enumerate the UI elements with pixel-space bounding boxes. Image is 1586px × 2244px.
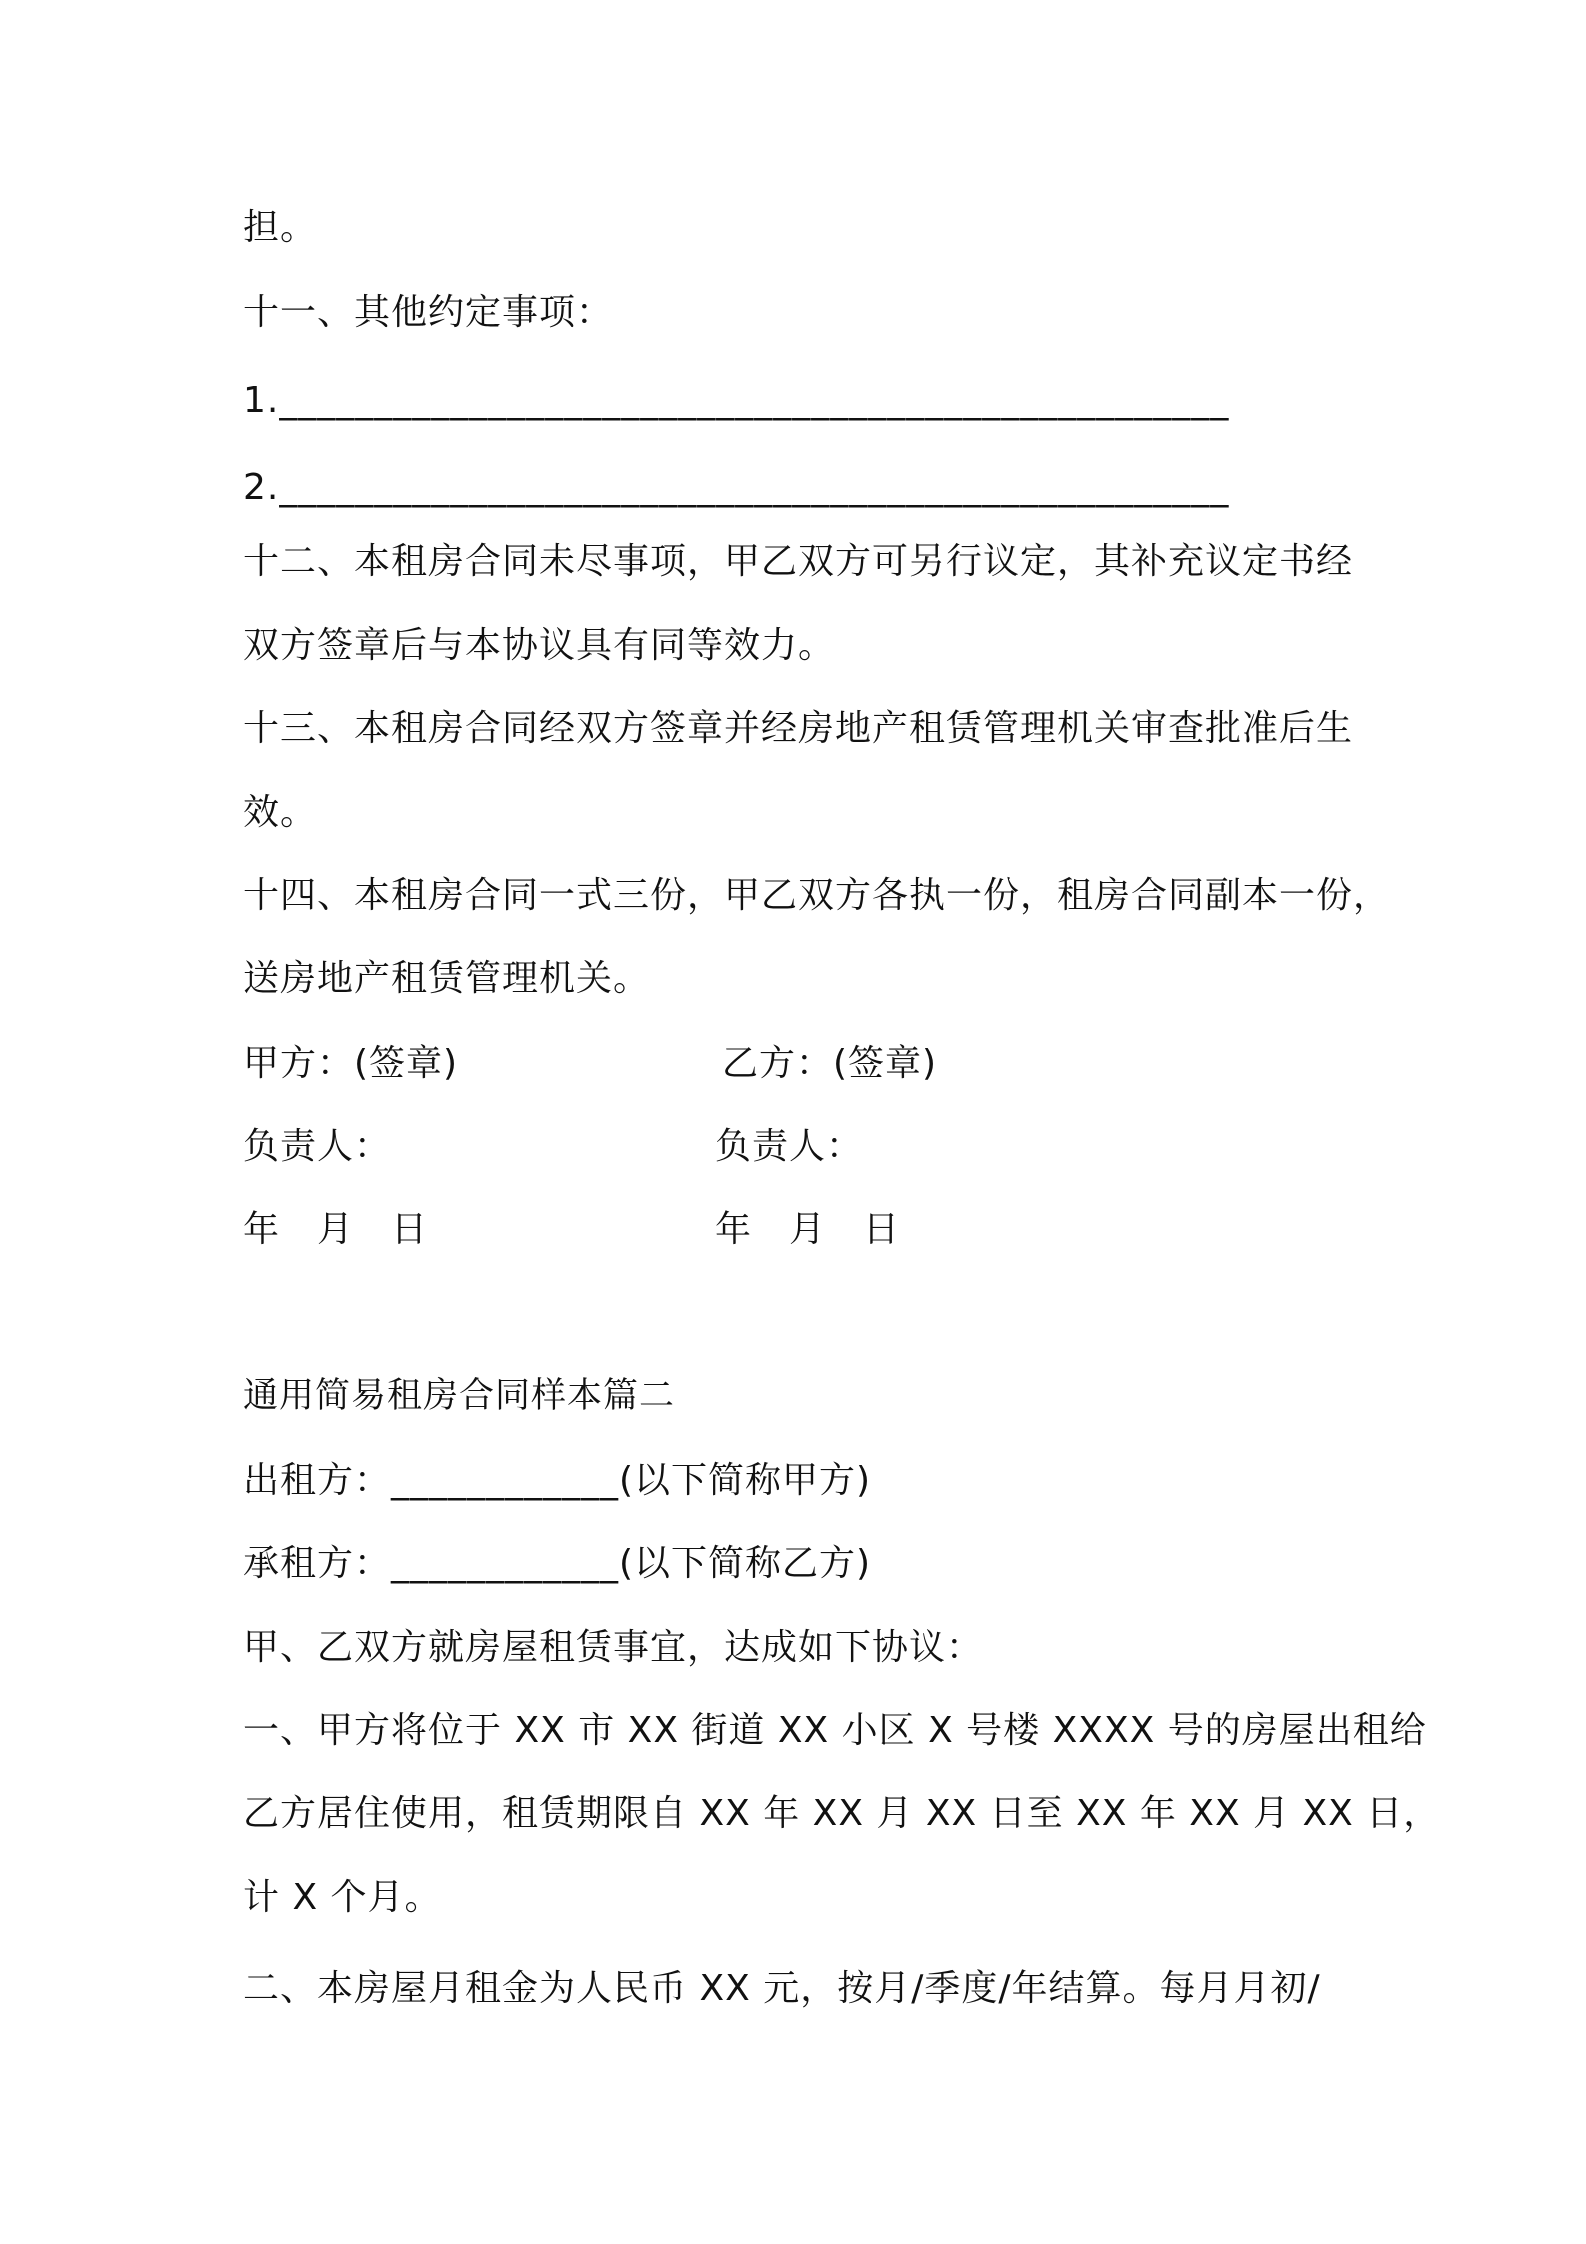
lessor-line: 出租方：____________(以下简称甲方) xyxy=(243,1460,872,1501)
blank-item-1: 1.__________________________________________________ xyxy=(243,380,1230,421)
clause-14-line-1: 十四、本租房合同一式三份，甲乙双方各执一份，租房合同副本一份， xyxy=(243,875,1391,916)
lessee-line: 承租方：____________(以下简称乙方) xyxy=(243,1543,872,1584)
clause-2-line-1: 二、本房屋月租金为人民币 XX 元，按月/季度/年结算。每月月初/ xyxy=(243,1968,1321,2009)
party-a-signature: 甲方：(签章) xyxy=(243,1043,459,1084)
clause-12-line-2: 双方签章后与本协议具有同等效力。 xyxy=(243,625,836,666)
clause-1-line-2: 乙方居住使用，租赁期限自 XX 年 XX 月 XX 日至 XX 年 XX 月 XX 日， xyxy=(243,1793,1441,1834)
clause-13-line-1: 十三、本租房合同经双方签章并经房地产租赁管理机关审查批准后生 xyxy=(243,708,1354,749)
party-a-date: 年 月 日 xyxy=(243,1209,429,1250)
clause-1-line-1: 一、甲方将位于 XX 市 XX 街道 XX 小区 X 号楼 XXXX 号的房屋出租给 xyxy=(243,1710,1427,1751)
clause-1-line-3: 计 X 个月。 xyxy=(243,1877,442,1918)
paragraph-line: 担。 xyxy=(243,207,318,248)
clause-14-line-2: 送房地产租赁管理机关。 xyxy=(243,958,651,999)
party-a-person: 负责人： xyxy=(243,1126,392,1167)
section-title: 通用简易租房合同样本篇二 xyxy=(243,1376,676,1416)
clause-12-line-1: 十二、本租房合同未尽事项，甲乙双方可另行议定，其补充议定书经 xyxy=(243,541,1354,582)
clause-heading: 十一、其他约定事项： xyxy=(243,292,614,333)
agreement-intro: 甲、乙双方就房屋租赁事宜，达成如下协议： xyxy=(243,1627,984,1668)
party-b-signature: 乙方：(签章) xyxy=(722,1043,938,1084)
party-b-person: 负责人： xyxy=(715,1126,864,1167)
clause-13-line-2: 效。 xyxy=(243,792,318,833)
blank-item-2: 2.__________________________________________________ xyxy=(243,467,1230,508)
party-b-date: 年 月 日 xyxy=(715,1209,901,1250)
